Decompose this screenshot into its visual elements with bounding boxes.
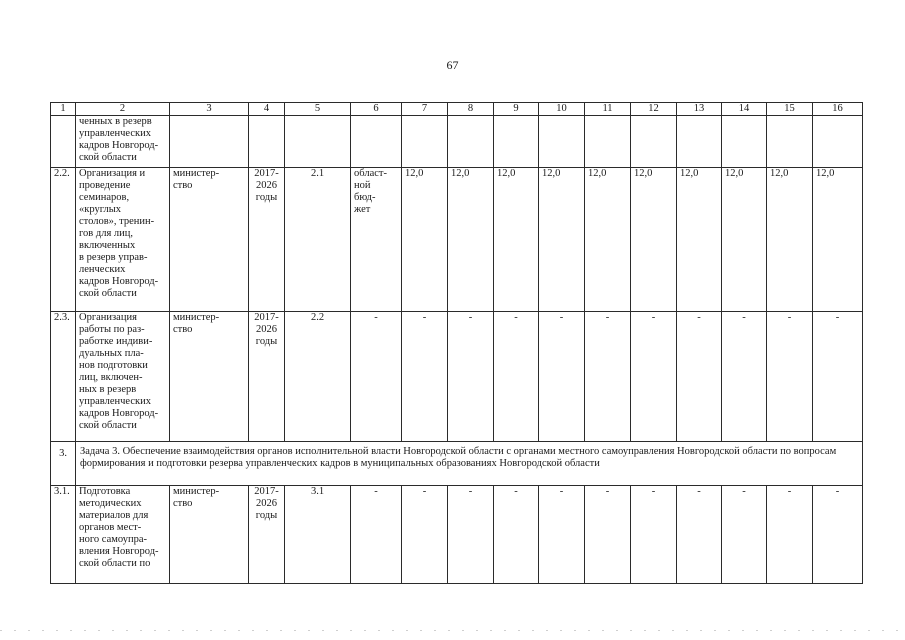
column-header: 13 — [677, 103, 722, 116]
value-cell: 12,0 — [813, 168, 863, 312]
column-header: 15 — [767, 103, 813, 116]
funding-source-cell: област- ной бюд- жет — [351, 168, 402, 312]
value-cell: - — [585, 312, 631, 442]
row-number-cell: 2.2. — [51, 168, 76, 312]
value-cell: - — [722, 312, 767, 442]
value-cell: - — [448, 312, 494, 442]
term-cell: 2017- 2026 годы — [249, 486, 285, 584]
executor-cell: министер- ство — [170, 168, 249, 312]
value-cell: - — [494, 312, 539, 442]
table-row — [51, 168, 863, 312]
row-number-cell: 3.1. — [51, 486, 76, 584]
column-header: 16 — [813, 103, 863, 116]
term-cell: 2017- 2026 годы — [249, 312, 285, 442]
value-cell: - — [585, 486, 631, 584]
value-cell: - — [677, 312, 722, 442]
activity-name-cell: Подготовка методических материалов для органов мест- ного самоупра- вления Новгород- ской области по — [76, 486, 170, 584]
column-header: 11 — [585, 103, 631, 116]
value-cell: 12,0 — [494, 168, 539, 312]
value-cell: 12,0 — [539, 168, 585, 312]
column-header: 9 — [494, 103, 539, 116]
row-number-cell: 2.3. — [51, 312, 76, 442]
target-cell: 2.1 — [285, 168, 351, 312]
value-cell: - — [677, 486, 722, 584]
value-cell: - — [631, 486, 677, 584]
executor-cell: министер- ство — [170, 486, 249, 584]
value-cell: - — [813, 486, 863, 584]
activity-name-cell: Организация работы по раз- работке индиви- дуальных пла- нов подготовки лиц, включен- ных в резерв управленческих кадров Новгород- ской области — [76, 312, 170, 442]
target-cell: 3.1 — [285, 486, 351, 584]
activity-name-cell: ченных в резерв управленческих кадров Новгород- ской области — [76, 116, 170, 168]
funding-source-cell: - — [351, 486, 402, 584]
target-cell: 2.2 — [285, 312, 351, 442]
activity-name-cell: Организация и проведение семинаров, «круглых столов», тренин- гов для лиц, включенных в резерв управ- ленческих кадров Новгород- ской области — [76, 168, 170, 312]
value-cell: 12,0 — [402, 168, 448, 312]
task-row — [51, 442, 863, 486]
value-cell: 12,0 — [585, 168, 631, 312]
value-cell: - — [448, 486, 494, 584]
value-cell: - — [767, 486, 813, 584]
funding-source-cell: - — [351, 312, 402, 442]
column-header: 8 — [448, 103, 494, 116]
table-row — [51, 312, 863, 442]
scan-artifact-divider — [0, 630, 905, 631]
value-cell: - — [539, 486, 585, 584]
column-header: 14 — [722, 103, 767, 116]
value-cell: - — [539, 312, 585, 442]
column-header: 6 — [351, 103, 402, 116]
value-cell: - — [494, 486, 539, 584]
table-row — [51, 116, 863, 168]
column-header: 2 — [76, 103, 170, 116]
executor-cell: министер- ство — [170, 312, 249, 442]
page-number: 67 — [446, 58, 459, 72]
value-cell: - — [631, 312, 677, 442]
value-cell: - — [402, 486, 448, 584]
row-number-cell: 3. — [51, 442, 76, 486]
program-table — [50, 102, 863, 584]
value-cell: 12,0 — [722, 168, 767, 312]
column-header: 4 — [249, 103, 285, 116]
value-cell: - — [813, 312, 863, 442]
value-cell: - — [767, 312, 813, 442]
value-cell: 12,0 — [448, 168, 494, 312]
column-header: 7 — [402, 103, 448, 116]
column-header: 5 — [285, 103, 351, 116]
column-header: 12 — [631, 103, 677, 116]
value-cell: 12,0 — [767, 168, 813, 312]
term-cell: 2017- 2026 годы — [249, 168, 285, 312]
table-row — [51, 486, 863, 584]
value-cell: 12,0 — [631, 168, 677, 312]
column-header: 1 — [51, 103, 76, 116]
column-header: 3 — [170, 103, 249, 116]
header-row — [51, 103, 863, 116]
value-cell: 12,0 — [677, 168, 722, 312]
value-cell: - — [402, 312, 448, 442]
task-description: Задача 3. Обеспечение взаимодействия органов исполнительной власти Новгородской области с органами местного самоуправления Новгородской области по вопросам формирования и подготовки резерва управленческих кадров в муниципальных образованиях Новгородской области — [76, 442, 863, 486]
value-cell: - — [722, 486, 767, 584]
column-header: 10 — [539, 103, 585, 116]
